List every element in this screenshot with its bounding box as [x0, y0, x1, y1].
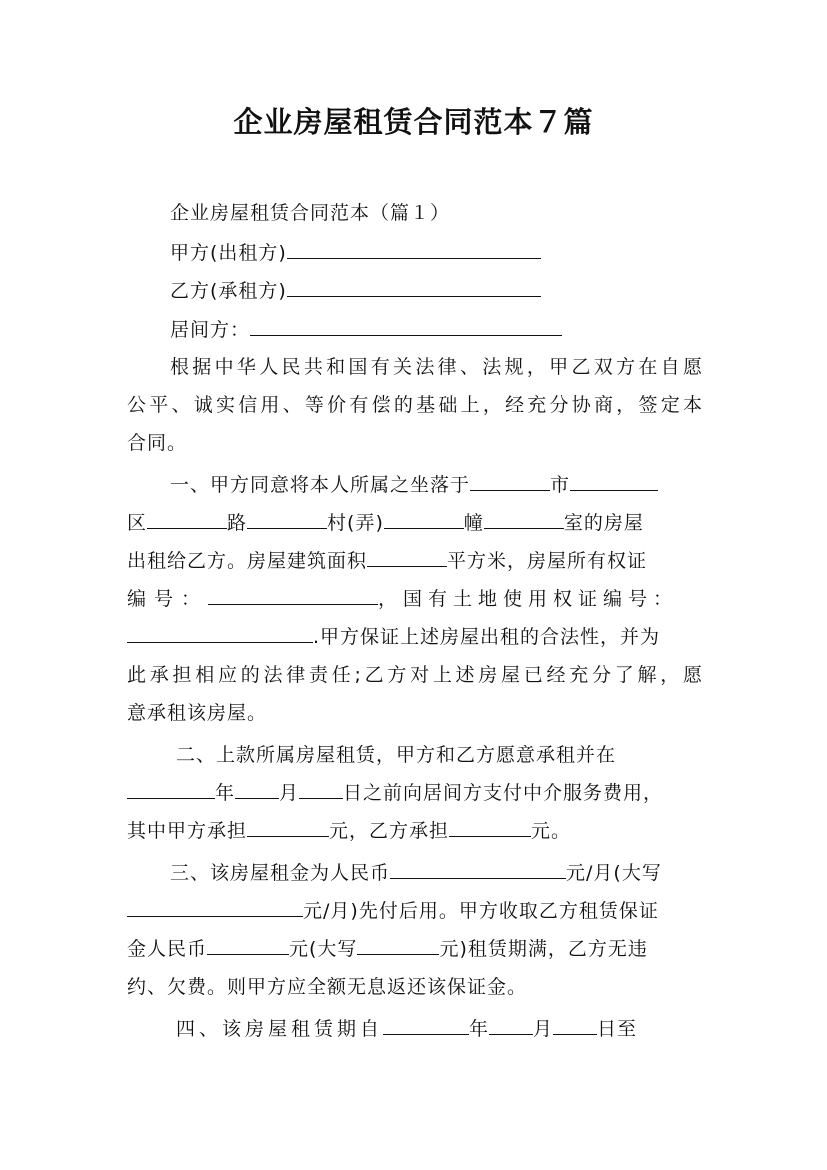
blank-field [449, 820, 531, 837]
blank-field [208, 588, 378, 605]
clause1-line-4 [127, 584, 703, 611]
clause3-line-1 [170, 858, 703, 885]
blank-field [299, 782, 343, 799]
clause-text: 其中甲方承担 [127, 820, 248, 842]
clause2-line-1: 二、上款所属房屋租赁，甲方和乙方愿意承租并在 [176, 744, 617, 766]
blank-field [570, 474, 658, 491]
clause-text: 平方米，房屋所有权证 [447, 550, 648, 572]
clause-text: .甲方保证上述房屋出租的合法性，并为 [313, 626, 661, 648]
blank-field [247, 820, 329, 837]
blank-field [127, 626, 313, 643]
blank-field [287, 280, 541, 297]
clause-text: 市 [550, 474, 571, 496]
clause3-line-3 [127, 934, 703, 961]
blank-field [390, 862, 566, 879]
clause-text: 四、该房屋租赁期自 [176, 1018, 384, 1040]
blank-field [357, 938, 439, 955]
clause1-line-3 [127, 546, 703, 573]
blank-field [484, 512, 564, 529]
clause-text: 元。 [531, 820, 572, 842]
section-heading: 企业房屋租赁合同范本（篇１） [170, 202, 451, 224]
blank-field [367, 550, 447, 567]
clause3-line-2 [127, 896, 703, 923]
intermediary-line [170, 315, 703, 342]
clause3-line-4: 约、欠费。则甲方应全额无息返还该保证金。 [127, 976, 528, 998]
preamble-line-2: 公平、诚实信用、等价有偿的基础上，经充分协商，签定本 [127, 394, 703, 416]
clause-text: 元/月(大写 [566, 862, 662, 884]
clause-text: 出租给乙方。房屋建筑面积 [127, 550, 368, 572]
clause-text: 元，乙方承担 [329, 820, 450, 842]
clause-text: 元/月)先付后用。甲方收取乙方租赁保证 [303, 900, 659, 922]
clause2-line-2 [127, 778, 703, 805]
clause-text: 月 [279, 782, 300, 804]
blank-field [247, 512, 327, 529]
blank-field [235, 782, 279, 799]
blank-field [250, 319, 562, 336]
clause1-line-7: 意承租该房屋。 [127, 702, 268, 724]
party-b-line [170, 276, 703, 303]
clause1-line-5 [127, 622, 703, 649]
party-b-label: 乙方(承租方) [170, 280, 287, 302]
document-title: 企业房屋租赁合同范本７篇 [233, 105, 594, 139]
blank-field [553, 1018, 597, 1035]
blank-field [127, 782, 215, 799]
blank-field [489, 1018, 533, 1035]
clause-text: 编号： [127, 588, 209, 610]
blank-field [384, 512, 464, 529]
clause1-line-2 [127, 508, 703, 535]
clause-text: 一、甲方同意将本人所属之坐落于 [170, 474, 471, 496]
clause-text: 金人民币 [127, 938, 208, 960]
clause-text: ，国有土地使用权证编号： [378, 588, 679, 610]
blank-field [470, 474, 550, 491]
clause-text: 区 [127, 512, 148, 534]
party-a-line [170, 238, 703, 265]
preamble-line-3: 合同。 [127, 432, 188, 454]
clause4-line-1 [176, 1014, 703, 1041]
party-a-label: 甲方(出租方) [170, 242, 287, 264]
blank-field [127, 900, 303, 917]
clause1-line-1 [170, 470, 703, 497]
clause-text: 月 [533, 1018, 554, 1040]
clause-text: 路 [227, 512, 248, 534]
blank-field [147, 512, 227, 529]
clause-text: 元)租赁期满，乙方无违 [439, 938, 648, 960]
clause-text: 年 [215, 782, 236, 804]
clause-text: 幢 [463, 512, 484, 534]
clause-text: 元(大写 [289, 938, 358, 960]
clause1-line-6: 此承担相应的法律责任;乙方对上述房屋已经充分了解，愿 [127, 664, 703, 686]
clause-text: 日之前向居间方支付中介服务费用， [343, 782, 664, 804]
clause-text: 三、该房屋租金为人民币 [170, 862, 391, 884]
intermediary-label: 居间方： [170, 319, 251, 341]
clause-text: 室的房屋 [563, 512, 644, 534]
clause-text: 村(弄) [327, 512, 384, 534]
blank-field [287, 242, 541, 259]
clause2-line-3 [127, 816, 703, 843]
clause-text: 年 [469, 1018, 490, 1040]
clause-text: 日至 [597, 1018, 638, 1040]
blank-field [383, 1018, 469, 1035]
preamble-line-1: 根据中华人民共和国有关法律、法规，甲乙双方在自愿 [170, 356, 703, 378]
blank-field [207, 938, 289, 955]
